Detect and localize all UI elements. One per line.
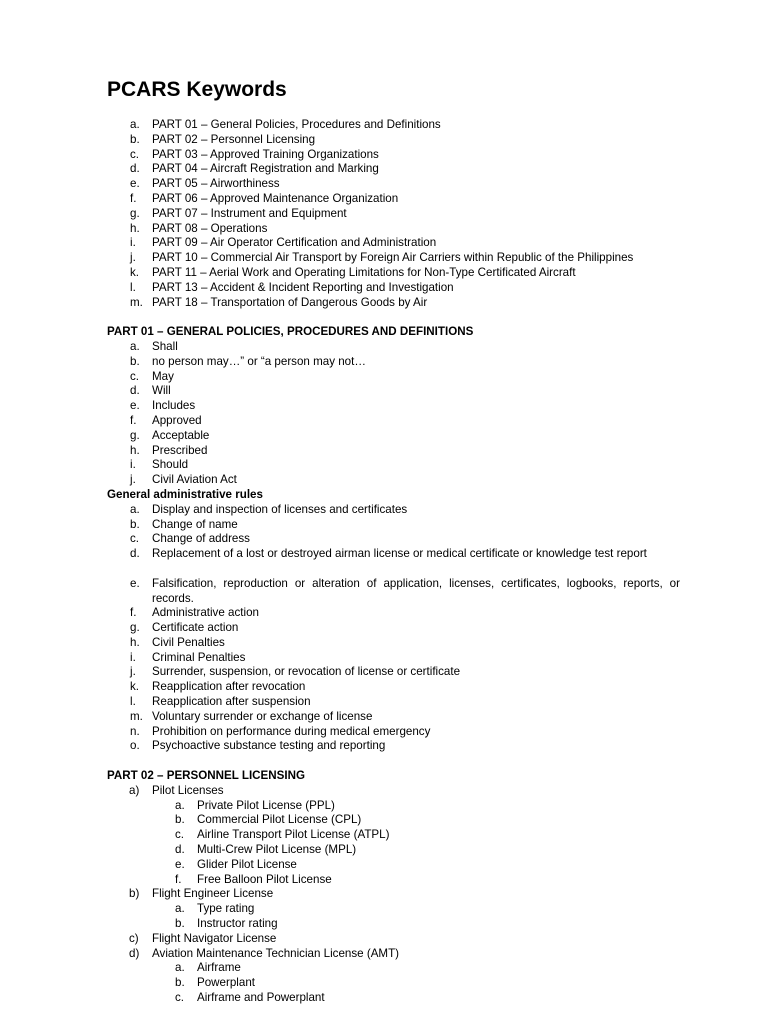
item-text: Instructor rating — [197, 917, 278, 931]
item-text: Glider Pilot License — [197, 857, 297, 871]
item-label: f. — [130, 191, 137, 205]
item-label: a. — [130, 118, 140, 131]
item-text: Commercial Pilot License (CPL) — [197, 813, 362, 827]
sub-list-item — [0, 828, 768, 843]
parts-list — [0, 118, 768, 310]
item-text: Display and inspection of licenses and certificates — [152, 502, 408, 516]
sub-list-item — [0, 976, 768, 991]
item-label: c. — [175, 991, 185, 1005]
item-text: Reapplication after revocation — [152, 680, 306, 694]
list-item — [0, 399, 768, 414]
item-label: a) — [129, 783, 140, 797]
list-item — [0, 281, 768, 296]
item-text: May — [152, 369, 174, 383]
item-label: b. — [130, 132, 140, 146]
section-heading: PART 02 – PERSONNEL LICENSING — [107, 769, 305, 783]
item-label: j. — [130, 251, 136, 265]
item-label: h. — [130, 221, 140, 235]
item-label: k. — [130, 680, 140, 694]
item-text: PART 06 – Approved Maintenance Organization — [152, 191, 399, 205]
list-item — [0, 577, 768, 607]
item-text: Aviation Maintenance Technician License (AMT) — [152, 946, 400, 960]
item-text: PART 08 – Operations — [152, 221, 268, 235]
item-label: i. — [130, 236, 136, 250]
item-label: e. — [130, 177, 140, 191]
item-label: j. — [130, 473, 136, 487]
item-label: h. — [130, 635, 140, 649]
list-item — [0, 784, 768, 799]
item-label: d. — [130, 384, 140, 398]
list-item — [0, 458, 768, 473]
item-label: d. — [130, 547, 140, 561]
sub-list-item — [0, 873, 768, 888]
list-item — [0, 177, 768, 192]
item-text: Certificate action — [152, 621, 239, 635]
list-item — [0, 739, 768, 754]
sub-list-item — [0, 917, 768, 932]
item-text: PART 13 – Accident & Incident Reporting and Investigation — [152, 280, 454, 294]
page-title: PCARS Keywords — [107, 78, 287, 101]
item-label: d) — [129, 946, 140, 960]
item-label: c. — [130, 369, 140, 383]
item-text: Includes — [152, 399, 196, 413]
list-item — [0, 222, 768, 237]
item-text: PART 03 – Approved Training Organizations — [152, 147, 379, 161]
list-item — [0, 518, 768, 533]
sub-list-item — [0, 991, 768, 1006]
item-label: d. — [175, 843, 185, 857]
item-label: h. — [130, 443, 140, 457]
item-label: f. — [175, 872, 182, 886]
item-text: Airframe — [197, 961, 241, 975]
sub-list-item — [0, 902, 768, 917]
list-item — [0, 296, 768, 311]
item-text: Psychoactive substance testing and reporting — [152, 739, 386, 753]
item-text: PART 07 – Instrument and Equipment — [152, 206, 347, 220]
item-text: Acceptable — [152, 428, 210, 442]
item-text: PART 11 – Aerial Work and Operating Limitations for Non-Type Certificated Aircraft — [152, 265, 576, 279]
item-label: a. — [130, 502, 140, 516]
part02-list — [0, 784, 768, 1006]
list-item — [0, 651, 768, 666]
item-text: Will — [152, 384, 171, 398]
item-text: no person may…” or “a person may not… — [152, 354, 366, 368]
item-label: i. — [130, 650, 136, 664]
list-item — [0, 429, 768, 444]
item-label: l. — [130, 280, 136, 294]
item-text: Falsification, reproduction or alteration of application, licenses, certificates, logbooks, reports, or records. — [152, 576, 680, 605]
item-text: Prohibition on performance during medical emergency — [152, 724, 431, 738]
list-item — [0, 636, 768, 651]
item-label: b. — [175, 813, 185, 827]
part01-list — [0, 340, 768, 488]
section-heading: PART 01 – GENERAL POLICIES, PROCEDURES AND DEFINITIONS — [107, 325, 474, 339]
list-item — [0, 414, 768, 429]
item-text: Approved — [152, 413, 202, 427]
list-item — [0, 503, 768, 518]
list-item — [0, 710, 768, 725]
list-item — [0, 236, 768, 251]
item-text: Type rating — [197, 902, 255, 916]
item-text: Voluntary surrender or exchange of license — [152, 709, 373, 723]
list-item — [0, 947, 768, 962]
item-label: f. — [130, 606, 137, 620]
item-label: g. — [130, 428, 140, 442]
item-label: m. — [130, 295, 143, 309]
item-label: b. — [175, 917, 185, 931]
item-label: e. — [130, 399, 140, 413]
item-text: PART 05 – Airworthiness — [152, 177, 280, 191]
item-label: b. — [130, 354, 140, 368]
list-item — [0, 192, 768, 207]
item-text: Surrender, suspension, or revocation of license or certificate — [152, 665, 461, 679]
list-item — [0, 473, 768, 488]
item-label: c. — [175, 828, 185, 842]
item-label: k. — [130, 265, 140, 279]
item-label: b) — [129, 887, 140, 901]
item-text: Civil Aviation Act — [152, 473, 237, 487]
item-text: PART 10 – Commercial Air Transport by Foreign Air Carriers within Republic of the Philippines — [152, 251, 634, 265]
item-text: Pilot Licenses — [152, 783, 224, 797]
item-text: PART 01 – General Policies, Procedures and Definitions — [152, 118, 441, 131]
item-text: Shall — [152, 339, 178, 353]
list-item — [0, 384, 768, 399]
item-label: b. — [175, 976, 185, 990]
item-text: PART 04 – Aircraft Registration and Marking — [152, 162, 379, 176]
list-item — [0, 355, 768, 370]
list-item — [0, 606, 768, 621]
item-label: o. — [130, 739, 140, 753]
item-label: i. — [130, 458, 136, 472]
admin-rules-list — [0, 503, 768, 755]
list-item — [0, 148, 768, 163]
item-text: Change of name — [152, 517, 238, 531]
item-text: Private Pilot License (PPL) — [197, 798, 335, 812]
list-item — [0, 621, 768, 636]
list-item — [0, 444, 768, 459]
spacer — [0, 310, 768, 325]
item-text: Flight Navigator License — [152, 931, 277, 945]
item-text: PART 09 – Air Operator Certification and Administration — [152, 236, 437, 250]
list-item — [0, 340, 768, 355]
sub-list-item — [0, 799, 768, 814]
list-item — [0, 725, 768, 740]
list-item — [0, 266, 768, 281]
list-item — [0, 133, 768, 148]
item-text: Replacement of a lost or destroyed airman license or medical certificate or knowledge test report — [152, 547, 647, 561]
item-text: Change of address — [152, 532, 250, 546]
item-text: Flight Engineer License — [152, 887, 274, 901]
item-label: g. — [130, 621, 140, 635]
item-label: g. — [130, 206, 140, 220]
list-item — [0, 370, 768, 385]
item-label: l. — [130, 695, 136, 709]
item-label: f. — [130, 413, 137, 427]
sub-list-item — [0, 813, 768, 828]
sub-list-item — [0, 858, 768, 873]
item-text: Airline Transport Pilot License (ATPL) — [197, 828, 390, 842]
item-text: Reapplication after suspension — [152, 695, 311, 709]
item-label: d. — [130, 162, 140, 176]
item-text: Multi-Crew Pilot License (MPL) — [197, 843, 357, 857]
item-label: n. — [130, 724, 140, 738]
list-item — [0, 207, 768, 222]
item-text: Should — [152, 458, 189, 472]
item-text: Civil Penalties — [152, 635, 225, 649]
list-item — [0, 932, 768, 947]
list-item — [0, 118, 768, 133]
item-label: a. — [175, 902, 185, 916]
list-item — [0, 251, 768, 266]
item-label: c) — [129, 931, 139, 945]
item-text: PART 18 – Transportation of Dangerous Goods by Air — [152, 295, 428, 309]
item-label: a. — [175, 961, 185, 975]
item-label: c. — [130, 147, 140, 161]
item-text: Free Balloon Pilot License — [197, 872, 332, 886]
spacer — [0, 754, 768, 769]
document-body — [0, 118, 768, 1006]
list-item — [0, 887, 768, 902]
item-text: Airframe and Powerplant — [197, 991, 325, 1005]
item-text: Administrative action — [152, 606, 259, 620]
item-label: c. — [130, 532, 140, 546]
item-label: j. — [130, 665, 136, 679]
item-label: e. — [130, 576, 140, 590]
list-item — [0, 162, 768, 177]
item-text: Criminal Penalties — [152, 650, 246, 664]
item-label: a. — [175, 798, 185, 812]
item-label: e. — [175, 857, 185, 871]
item-text: Prescribed — [152, 443, 208, 457]
list-item — [0, 665, 768, 680]
list-item — [0, 547, 768, 577]
list-item — [0, 695, 768, 710]
item-label: m. — [130, 709, 143, 723]
item-text: Powerplant — [197, 976, 256, 990]
item-text: PART 02 – Personnel Licensing — [152, 132, 316, 146]
item-label: a. — [130, 339, 140, 353]
item-label: b. — [130, 517, 140, 531]
sub-list-item — [0, 843, 768, 858]
sub-list-item — [0, 961, 768, 976]
list-item — [0, 532, 768, 547]
list-item — [0, 680, 768, 695]
section-heading: General administrative rules — [107, 487, 263, 501]
